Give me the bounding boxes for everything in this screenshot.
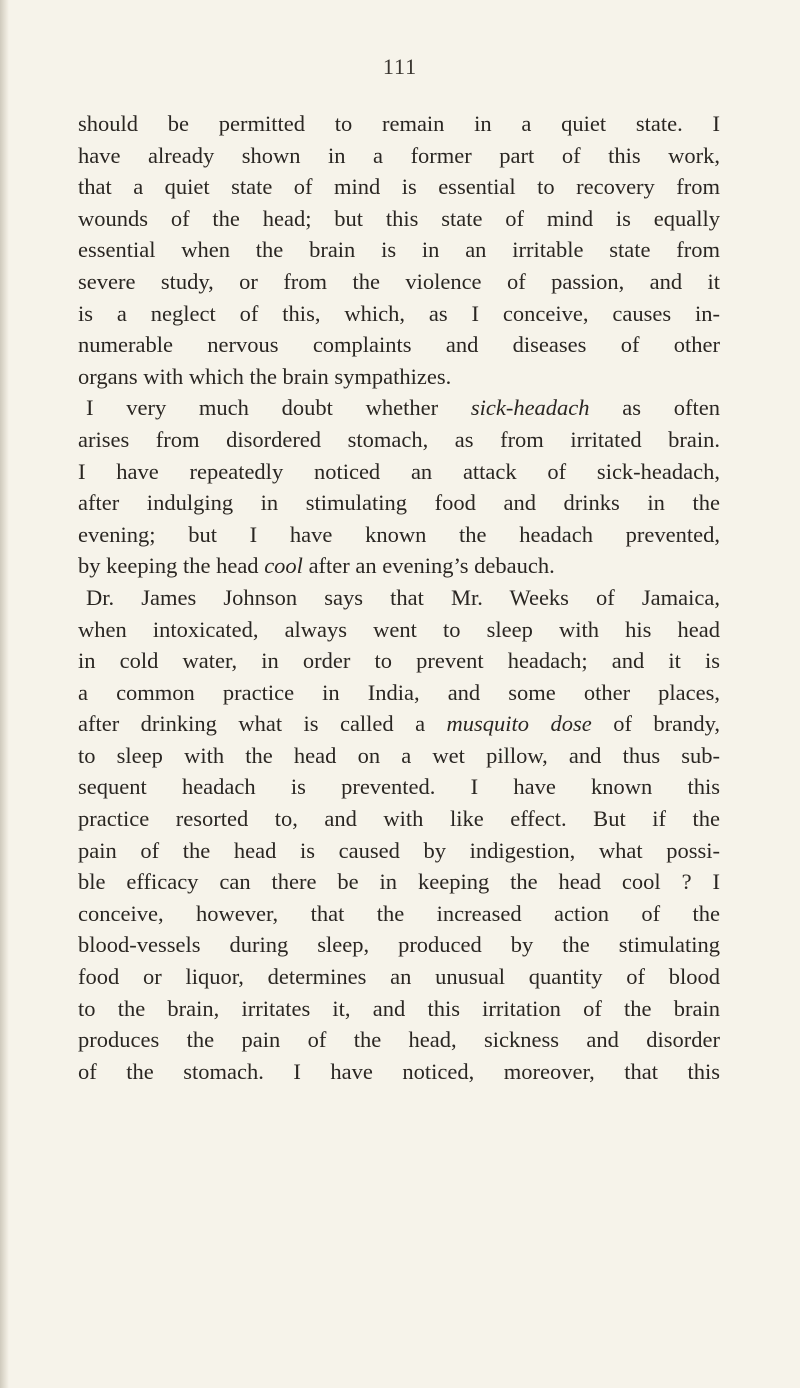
text-line: evening; but I have known the headach prevented, <box>78 521 720 547</box>
text-segment: after drinking what is called a <box>78 711 447 737</box>
italic-term: musquito dose <box>446 711 592 737</box>
text-line: organs with which the brain sympathizes. <box>78 363 452 389</box>
text-line: essential when the brain is in an irritable state from <box>78 237 720 263</box>
text-line: of the stomach. I have noticed, moreover, that this <box>78 1058 720 1084</box>
text-line: should be permitted to remain in a quiet state. I <box>78 111 720 136</box>
text-line: practice resorted to, and with like effect. But if the <box>78 806 720 832</box>
text-line: have already shown in a former part of this work, <box>78 142 720 168</box>
text-line <box>78 708 720 740</box>
text-line: after indulging in stimulating food and drinks in the <box>78 490 720 516</box>
text-line: wounds of the head; but this state of mind is equally <box>78 205 720 231</box>
italic-term: sick-headach <box>470 395 590 421</box>
text-segment: of brandy, <box>591 711 721 737</box>
text-line: blood-vessels during sleep, produced by the stimulating <box>78 932 720 958</box>
text-line: food or liquor, determines an unusual quantity of blood <box>78 964 720 990</box>
text-line: Dr. James Johnson says that Mr. Weeks of Jamaica, <box>86 584 720 610</box>
text-line: ble efficacy can there be in keeping the head cool ? I <box>78 869 720 895</box>
text-line: I have repeatedly noticed an attack of sick-headach, <box>78 458 720 484</box>
text-line: to sleep with the head on a wet pillow, and thus sub- <box>78 742 720 768</box>
text-line: when intoxicated, always went to sleep with his head <box>78 616 720 642</box>
text-line: a common practice in India, and some other places, <box>78 679 720 705</box>
text-line: produces the pain of the head, sickness and disorder <box>78 1027 720 1053</box>
italic-term: cool <box>264 553 303 579</box>
text-line: that a quiet state of mind is essential to recovery from <box>78 174 720 200</box>
page-edge-shadow <box>0 0 9 1388</box>
text-line <box>78 550 720 582</box>
text-line: pain of the head is caused by indigestion, what possi- <box>78 837 720 863</box>
text-line: conceive, however, that the increased action of the <box>78 900 720 926</box>
page-number: 111 <box>382 54 418 79</box>
text-line: arises from disordered stomach, as from irritated brain. <box>78 426 720 452</box>
text-segment: as often <box>589 395 720 421</box>
text-line: severe study, or from the violence of passion, and it <box>78 268 720 294</box>
text-line: is a neglect of this, which, as I conceive, causes in- <box>78 300 720 326</box>
text-line <box>78 392 720 424</box>
text-line: in cold water, in order to prevent headach; and it is <box>78 648 720 674</box>
text-segment: by keeping the head <box>78 553 265 579</box>
text-segment: after an evening’s debauch. <box>302 553 555 579</box>
text-line: to the brain, irritates it, and this irritation of the brain <box>78 995 720 1021</box>
body-text <box>78 108 720 1087</box>
text-segment: I very much doubt whether <box>86 395 471 421</box>
text-line: sequent headach is prevented. I have known this <box>78 774 720 800</box>
text-line: numerable nervous complaints and diseases of other <box>78 332 720 358</box>
